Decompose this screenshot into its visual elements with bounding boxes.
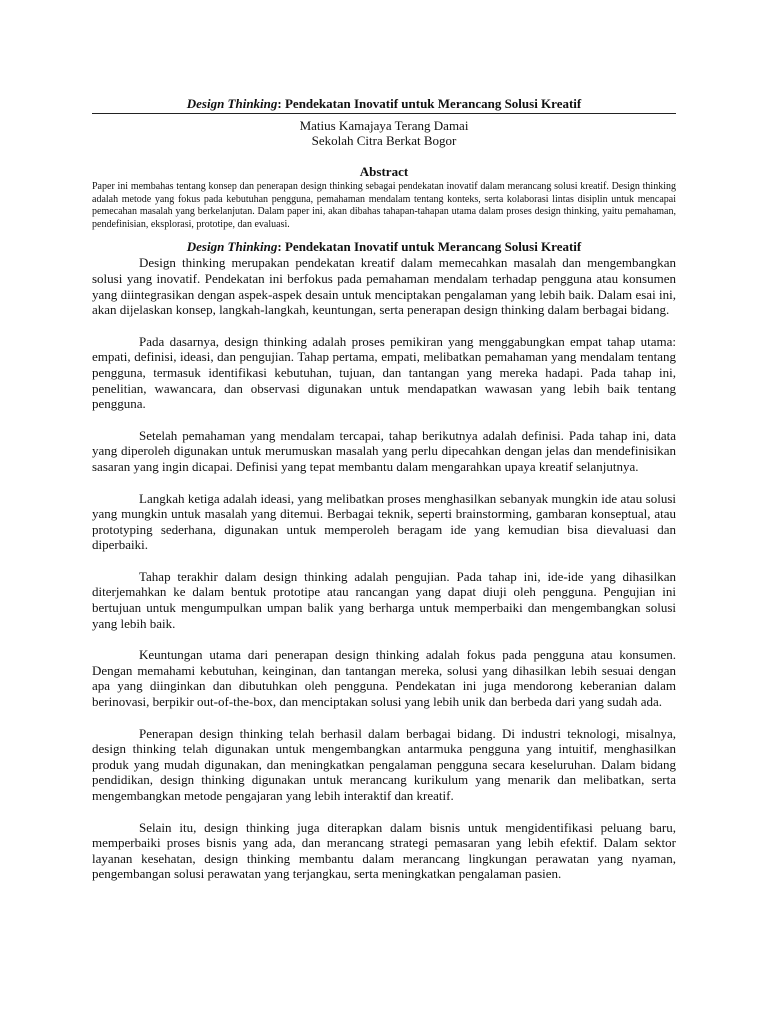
body-paragraph: Design thinking merupakan pendekatan kreatif dalam memecahkan masalah dan mengembangkan solusi yang inovatif. Pendekatan ini berfokus pada pemahaman mendalam terhadap pengguna atau konsumen yang diintegrasikan dengan aspek-aspek desain untuk menciptakan pengalaman yang lebih baik. Dalam esai ini, akan dijelaskan konsep, langkah-langkah, keuntungan, serta penerapan design thinking dalam berbagai bidang. — [92, 255, 676, 318]
body-paragraph: Setelah pemahaman yang mendalam tercapai, tahap berikutnya adalah definisi. Pada tahap ini, data yang diperoleh digunakan untuk merumuskan masalah yang perlu dipecahkan dengan jelas dan mendefinisikan sasaran yang ingin dicapai. Definisi yang tepat membantu dalam mengarahkan upaya kreatif selanjutnya. — [92, 427, 676, 474]
body-paragraph: Keuntungan utama dari penerapan design thinking adalah fokus pada pengguna atau konsumen. Dengan memahami kebutuhan, keinginan, dan tantangan mereka, solusi yang dihasilkan lebih sesuai dengan apa yang diinginkan dan dibutuhkan oleh pengguna. Pendekatan ini juga mendorong keberanian dalam berinovasi, berpikir out-of-the-box, dan menciptakan solusi yang lebih unik dan berbeda dari yang sudah ada. — [92, 647, 676, 710]
paper-title-italic: Design Thinking — [186, 96, 278, 111]
body-paragraph: Pada dasarnya, design thinking adalah proses pemikiran yang menggabungkan empat tahap utama: empati, definisi, ideasi, dan pengujian. Tahap pertama, empati, melibatkan pemahaman yang mendalam tentang pengguna, termasuk identifikasi kebutuhan, tujuan, dan tantangan yang mereka hadapi. Pada tahap ini, penelitian, wawancara, dan observasi digunakan untuk mendapatkan wawasan yang lebih baik tentang pengguna. — [92, 333, 676, 412]
section-title — [92, 239, 676, 255]
section-title-rest: : Pendekatan Inovatif untuk Merancang Solusi Kreatif — [277, 239, 582, 255]
paper-title — [92, 96, 676, 114]
body-paragraph: Langkah ketiga adalah ideasi, yang melibatkan proses menghasilkan sebanyak mungkin ide atau solusi yang mungkin untuk masalah yang ditemui. Berbagai teknik, seperti brainstorming, gambaran konseptual, atau prototyping sederhana, digunakan untuk memperoleh beragam ide yang kemudian bisa dievaluasi dan diperbaiki. — [92, 490, 676, 553]
section-title-italic: Design Thinking — [186, 239, 278, 255]
body-paragraph: Tahap terakhir dalam design thinking adalah pengujian. Pada tahap ini, ide-ide yang dihasilkan diterjemahkan ke dalam bentuk prototipe atau rancangan yang dapat diuji oleh pengguna. Pengujian ini bertujuan untuk mengumpulkan umpan balik yang berharga untuk memperbaiki dan mengembangkan solusi yang lebih baik. — [92, 568, 676, 631]
author-affiliation: Sekolah Citra Berkat Bogor — [311, 133, 457, 148]
paper-title-rest: : Pendekatan Inovatif untuk Merancang Solusi Kreatif — [277, 96, 582, 111]
abstract-text: Paper ini membahas tentang konsep dan penerapan design thinking sebagai pendekatan inovatif dalam merancang solusi kreatif. Design thinking adalah metode yang fokus pada kebutuhan pengguna, pemahaman mendalam tentang konteks, serta kolaborasi lintas disiplin untuk mencapai pemecahan masalah yang berkelanjutan. Dalam paper ini, akan dibahas tahapan-tahapan utama dalam proses design thinking, yaitu pemahaman, pendefinisian, eksplorasi, prototipe, dan evaluasi. — [92, 181, 676, 230]
body-paragraph: Penerapan design thinking telah berhasil dalam berbagai bidang. Di industri teknologi, misalnya, design thinking telah digunakan untuk mengembangkan antarmuka pengguna yang intuitif, menghasilkan produk yang mudah digunakan, dan meningkatkan pengalaman pengguna secara keseluruhan. Dalam bidang pendidikan, design thinking digunakan untuk merancang kurikulum yang menarik dan melibatkan, serta mengembangkan metode pengajaran yang lebih interaktif dan kreatif. — [92, 725, 676, 803]
abstract-heading: Abstract — [359, 164, 409, 179]
body-paragraph: Selain itu, design thinking juga diterapkan dalam bisnis untuk mengidentifikasi peluang baru, memperbaiki proses bisnis yang ada, dan merancang strategi pemasaran yang lebih efektif. Dalam sektor layanan kesehatan, design thinking membantu dalam merancang lingkungan perawatan yang nyaman, pengembangan solusi perawatan yang terjangkau, serta meningkatkan pengalaman pasien. — [92, 819, 676, 882]
author-name: Matius Kamajaya Terang Damai — [299, 118, 469, 133]
